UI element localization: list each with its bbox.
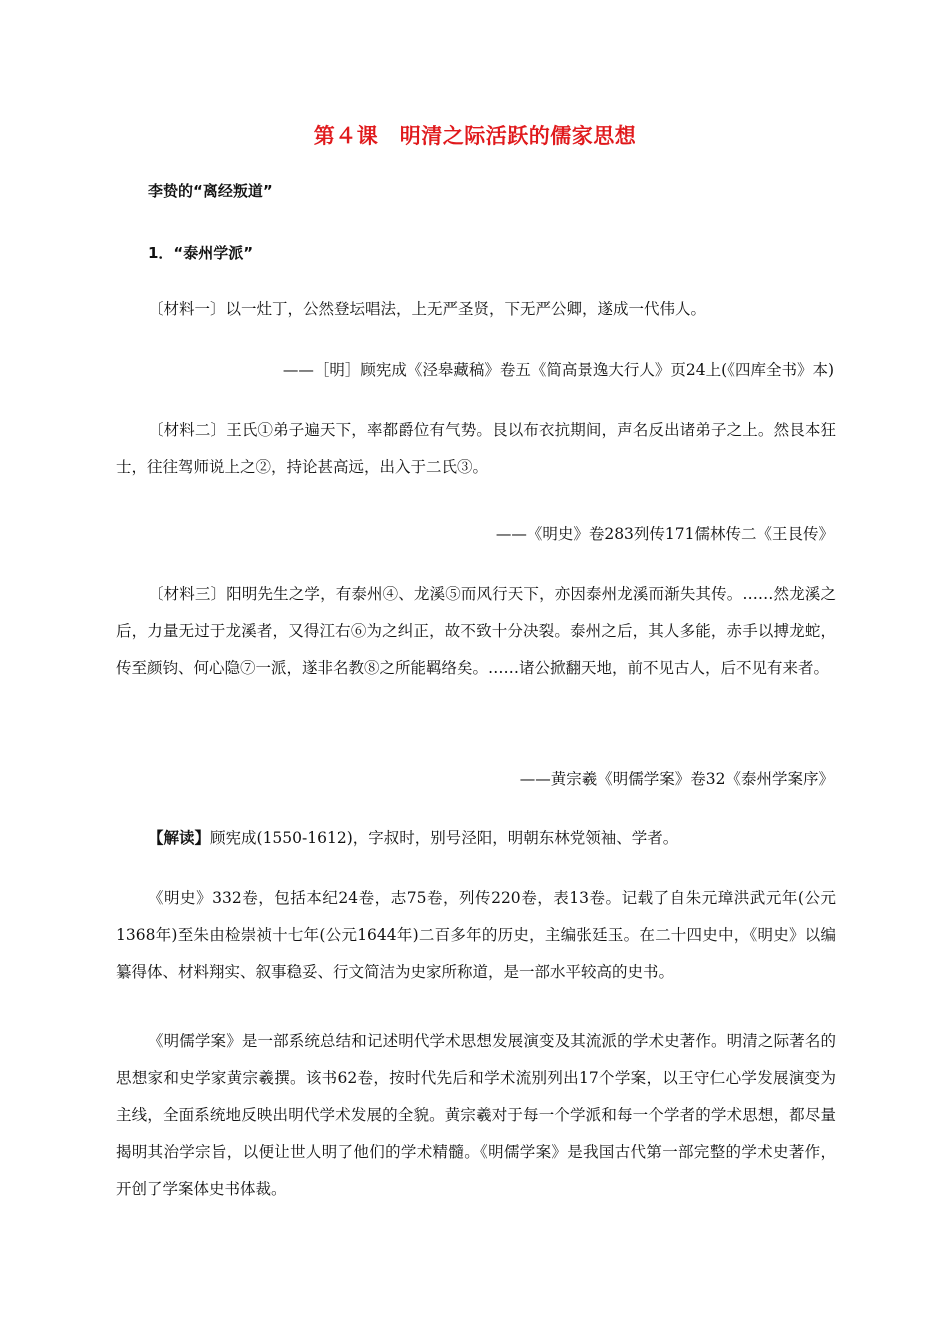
mingru-paragraph: 《明儒学案》是一部系统总结和记述明代学术思想发展演变及其流派的学术史著作。明清之际著名的思想家和史学家黄宗羲撰。该书62卷，按时代先后和学术流别列出17个学案，以王守仁心学发展演变为主线，全面系统地反映出明代学术发展的全貌。黄宗羲对于每一个学派和每一个学者的学术思想，都尽量揭明其治学宗旨，以便让世人明了他们的学术精髓。《明儒学案》是我国古代第一部完整的学术史著作，开创了学案体史书体裁。 — [116, 1032, 836, 1198]
material-1-text: 〔材料一〕以一灶丁，公然登坛唱法，上无严圣贤，下无严公卿，遂成一代伟人。 — [148, 300, 707, 318]
interpretation-text: 顾宪成(1550-1612)，字叔时，别号泾阳，明朝东林党领袖、学者。 — [210, 829, 679, 847]
material-3-text: 〔材料三〕阳明先生之学，有泰州④、龙溪⑤而风行天下，亦因泰州龙溪而渐失其传。……然龙溪之后，力量无过于龙溪者，又得江右⑥为之纠正，故不致十分决裂。泰州之后，其人多能，赤手以搏龙蛇，传至颜钧、何心隐⑦一派，遂非名教⑧之所能羁络矣。……诸公掀翻天地，前不见古人，后不见有来者。 — [116, 585, 836, 677]
lesson-title: 第４课 明清之际活跃的儒家思想 — [313, 124, 637, 148]
interpretation-paragraph — [116, 820, 836, 857]
material-3-source: ——黄宗羲《明儒学案》卷32《泰州学案序》 — [519, 770, 834, 788]
material-2-text: 〔材料二〕王氏①弟子遍天下，率都爵位有气势。艮以布衣抗期间，声名反出诸弟子之上。然艮本狂士，往往驾师说上之②，持论甚高远，出入于二氏③。 — [116, 421, 836, 476]
material-2-source: ——《明史》卷283列传171儒林传二《王艮传》 — [495, 525, 834, 543]
mingshi-paragraph: 《明史》332卷，包括本纪24卷，志75卷，列传220卷，表13卷。记载了自朱元璋洪武元年(公元1368年)至朱由检崇祯十七年(公元1644年)二百多年的历史，主编张廷玉。在二十四史中，《明史》以编纂得体、材料翔实、叙事稳妥、行文简洁为史家所称道，是一部水平较高的史书。 — [116, 889, 836, 981]
subheading: 1．“泰州学派” — [148, 244, 254, 262]
section-heading: 李贽的“离经叛道” — [148, 182, 273, 200]
interpretation-label: 【解读】 — [148, 829, 211, 847]
material-1-source: ——［明］顾宪成《泾皋藏稿》卷五《简高景逸大行人》页24上(《四库全书》本) — [282, 361, 834, 379]
